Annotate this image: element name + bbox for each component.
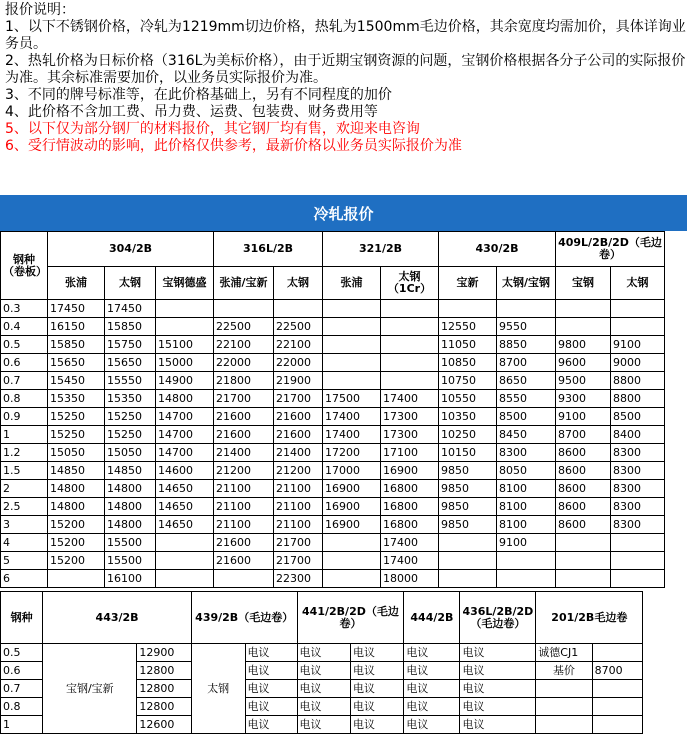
cj1-label: 诚德CJ1 [536, 644, 592, 662]
price-cell: 10150 [439, 444, 497, 462]
price-cell: 8600 [556, 444, 611, 462]
price-cell: 8450 [497, 426, 556, 444]
price-cell: 8650 [497, 372, 556, 390]
group-header-441: 441/2B/2D（毛边卷） [297, 592, 404, 644]
price-cell: 8600 [556, 498, 611, 516]
price-cell: 15650 [48, 354, 105, 372]
thickness-cell: 0.6 [1, 662, 43, 680]
price-cell: 8600 [556, 462, 611, 480]
price-cell: 22500 [214, 318, 274, 336]
price-cell: 15500 [105, 552, 156, 570]
price-cell: 电议 [245, 716, 297, 734]
price-cell: 电议 [404, 716, 460, 734]
price-cell: 9600 [556, 354, 611, 372]
note-line: 2、热轧价格为日标价格（316L为美标价格），由于近期宝钢资源的问题，宝钢价格根据各分子公司的实际报价为准。其余标准需要加价，以业务员实际报价为准。 [5, 53, 686, 86]
price-cell [323, 318, 381, 336]
thickness-cell: 0.9 [1, 408, 48, 426]
mill-subheader: 太钢（1Cr） [381, 267, 439, 300]
group-header-409l: 409L/2B/2D（毛边卷） [556, 232, 665, 267]
price-cell: 21600 [274, 426, 323, 444]
base-value: 8700 [592, 662, 643, 680]
price-cell: 14650 [156, 498, 214, 516]
table-row [1, 480, 665, 498]
price-cell: 15850 [48, 336, 105, 354]
table-row [1, 570, 665, 588]
price-cell: 9500 [556, 372, 611, 390]
price-cell: 21700 [274, 534, 323, 552]
price-cell: 22500 [274, 318, 323, 336]
price-cell: 8600 [556, 516, 611, 534]
price-cell: 8850 [497, 336, 556, 354]
price-cell: 14850 [48, 462, 105, 480]
price-cell [611, 534, 665, 552]
price-cell: 10250 [439, 426, 497, 444]
section-title-text: 冷轧报价 [313, 204, 374, 223]
thickness-cell: 0.5 [1, 644, 43, 662]
price-cell: 17100 [381, 444, 439, 462]
price-cell: 22100 [214, 336, 274, 354]
price-cell: 电议 [350, 698, 403, 716]
price-cell: 14700 [156, 408, 214, 426]
price-cell: 16900 [323, 480, 381, 498]
table-row [1, 444, 665, 462]
price-cell: 15200 [48, 552, 105, 570]
price-cell: 21600 [274, 408, 323, 426]
price-cell: 9850 [439, 516, 497, 534]
thickness-cell: 0.6 [1, 354, 48, 372]
group-header-316l: 316L/2B [214, 232, 323, 267]
price-cell [439, 552, 497, 570]
price-cell: 21100 [274, 516, 323, 534]
price-cell: 电议 [245, 698, 297, 716]
price-cell: 21900 [274, 372, 323, 390]
price-cell: 21700 [274, 390, 323, 408]
price-cell: 8300 [611, 498, 665, 516]
price-cell: 8300 [611, 462, 665, 480]
price-cell: 14700 [156, 444, 214, 462]
price-cell [497, 552, 556, 570]
mill-subheader: 张浦 [323, 267, 381, 300]
price-cell: 15100 [156, 336, 214, 354]
price-cell [439, 300, 497, 318]
thickness-cell: 3 [1, 516, 48, 534]
price-cell: 17000 [323, 462, 381, 480]
price-cell: 电议 [404, 680, 460, 698]
price-cell: 21600 [214, 408, 274, 426]
price-cell: 10550 [439, 390, 497, 408]
price-cell: 22100 [274, 336, 323, 354]
price-cell: 9550 [497, 318, 556, 336]
mill-subheader: 太钢 [105, 267, 156, 300]
price-cell: 17400 [323, 426, 381, 444]
price-cell [497, 570, 556, 588]
price-cell: 15250 [48, 408, 105, 426]
price-cell: 电议 [460, 698, 536, 716]
thickness-cell: 0.8 [1, 390, 48, 408]
table-row [1, 336, 665, 354]
price-cell: 9300 [556, 390, 611, 408]
table-row [1, 354, 665, 372]
price-cell: 电议 [404, 698, 460, 716]
price-cell: 9100 [497, 534, 556, 552]
price-cell: 15250 [105, 408, 156, 426]
price-cell: 21200 [214, 462, 274, 480]
price-cell [323, 534, 381, 552]
group-header-443: 443/2B [43, 592, 192, 644]
thickness-cell: 1.2 [1, 444, 48, 462]
price-cell: 14700 [156, 426, 214, 444]
price-cell [274, 300, 323, 318]
price-cell [556, 300, 611, 318]
price-cell: 15350 [105, 390, 156, 408]
price-cell: 18000 [381, 570, 439, 588]
price-cell: 15500 [105, 534, 156, 552]
price-cell: 电议 [404, 644, 460, 662]
mill-subheader: 宝钢 [556, 267, 611, 300]
price-cell: 9850 [439, 480, 497, 498]
group-header-430: 430/2B [439, 232, 556, 267]
mill-subheader: 宝钢德盛 [156, 267, 214, 300]
price-cell [381, 372, 439, 390]
section-title [0, 195, 687, 231]
group-header-201: 201/2B毛边卷 [536, 592, 643, 644]
price-cell: 14650 [156, 480, 214, 498]
price-cell: 16800 [381, 498, 439, 516]
price-cell: 12600 [137, 716, 192, 734]
price-cell: 8400 [611, 426, 665, 444]
price-cell: 21100 [214, 498, 274, 516]
price-cell: 16800 [381, 516, 439, 534]
price-cell: 15250 [105, 426, 156, 444]
price-cell: 21400 [274, 444, 323, 462]
thickness-cell: 0.8 [1, 698, 43, 716]
mill-subheader: 太钢 [274, 267, 323, 300]
price-cell: 21600 [214, 552, 274, 570]
price-cell: 8050 [497, 462, 556, 480]
price-cell: 电议 [460, 680, 536, 698]
price-cell: 电议 [404, 662, 460, 680]
price-cell: 9850 [439, 462, 497, 480]
price-cell: 9100 [556, 408, 611, 426]
price-cell: 15750 [105, 336, 156, 354]
price-cell: 21700 [274, 552, 323, 570]
price-cell: 15850 [105, 318, 156, 336]
price-cell: 电议 [245, 680, 297, 698]
price-cell: 9850 [439, 498, 497, 516]
grade-price-table [0, 591, 687, 734]
price-cell: 16100 [105, 570, 156, 588]
price-cell: 电议 [350, 716, 403, 734]
price-cell: 电议 [460, 644, 536, 662]
note-line: 5、以下仅为部分钢厂的材料报价，其它钢厂均有售，欢迎来电咨询 [5, 121, 420, 137]
thickness-cell: 6 [1, 570, 48, 588]
base-label: 基价 [536, 662, 592, 680]
price-cell: 8500 [611, 408, 665, 426]
price-cell: 9000 [611, 354, 665, 372]
price-cell: 电议 [460, 662, 536, 680]
table-row [1, 408, 665, 426]
price-cell [214, 300, 274, 318]
thickness-cell: 0.3 [1, 300, 48, 318]
table-row [1, 462, 665, 480]
price-cell: 8100 [497, 480, 556, 498]
price-cell: 电议 [245, 644, 297, 662]
price-cell: 8300 [611, 480, 665, 498]
price-cell: 14800 [48, 498, 105, 516]
price-cell: 21100 [274, 498, 323, 516]
price-cell [156, 300, 214, 318]
price-cell: 9800 [556, 336, 611, 354]
thickness-cell: 2.5 [1, 498, 48, 516]
price-cell: 17400 [381, 534, 439, 552]
price-cell: 17400 [381, 390, 439, 408]
price-cell: 17300 [381, 426, 439, 444]
price-cell: 17450 [105, 300, 156, 318]
price-cell: 21600 [214, 534, 274, 552]
price-cell [48, 570, 105, 588]
price-cell: 电议 [460, 716, 536, 734]
price-cell: 电议 [297, 716, 350, 734]
note-line: 1、以下不锈钢价格，冷轧为1219mm切边价格，热轧为1500mm毛边价格，其余宽度均需加价，具体详询业务员。 [5, 19, 686, 52]
price-cell: 16900 [381, 462, 439, 480]
price-cell [611, 300, 665, 318]
price-cell: 14800 [156, 390, 214, 408]
price-cell: 21400 [214, 444, 274, 462]
price-cell [556, 570, 611, 588]
price-cell: 21200 [274, 462, 323, 480]
table-row [1, 300, 665, 318]
price-cell: 8700 [497, 354, 556, 372]
price-cell: 10350 [439, 408, 497, 426]
price-cell: 9100 [611, 336, 665, 354]
price-cell [323, 552, 381, 570]
price-cell: 17400 [381, 552, 439, 570]
price-cell: 电议 [350, 644, 403, 662]
thickness-cell: 1.5 [1, 462, 48, 480]
table-row [1, 552, 665, 570]
price-cell: 12900 [137, 644, 192, 662]
price-cell: 电议 [297, 698, 350, 716]
thickness-cell: 0.7 [1, 680, 43, 698]
price-cell: 17500 [323, 390, 381, 408]
thickness-cell: 0.4 [1, 318, 48, 336]
price-cell [381, 354, 439, 372]
price-cell: 21100 [214, 480, 274, 498]
price-cell: 10750 [439, 372, 497, 390]
price-cell: 8100 [497, 498, 556, 516]
price-cell: 8800 [611, 372, 665, 390]
thickness-cell: 1 [1, 426, 48, 444]
price-cell: 16800 [381, 480, 439, 498]
thickness-cell: 5 [1, 552, 48, 570]
price-cell [381, 300, 439, 318]
table-row [1, 498, 665, 516]
price-cell [156, 534, 214, 552]
price-cell: 电议 [350, 662, 403, 680]
price-cell: 电议 [297, 662, 350, 680]
price-cell [156, 552, 214, 570]
price-cell [323, 300, 381, 318]
price-cell: 15250 [48, 426, 105, 444]
cold-rolled-price-table [0, 231, 665, 588]
price-cell: 16900 [323, 516, 381, 534]
grade-header: 钢种（卷板） [1, 232, 48, 300]
price-cell: 21100 [274, 480, 323, 498]
price-cell: 8100 [497, 516, 556, 534]
price-cell: 22300 [274, 570, 323, 588]
thickness-cell: 1 [1, 716, 43, 734]
group-header-444: 444/2B [404, 592, 460, 644]
price-cell: 14800 [105, 480, 156, 498]
price-cell: 21700 [214, 390, 274, 408]
price-cell [156, 318, 214, 336]
note-line: 4、此价格不含加工费、吊力费、运费、包装费、财务费用等 [5, 104, 378, 120]
price-cell: 16150 [48, 318, 105, 336]
thickness-cell: 4 [1, 534, 48, 552]
empty-cell [592, 680, 643, 698]
price-cell: 21800 [214, 372, 274, 390]
price-cell: 17200 [323, 444, 381, 462]
price-cell: 10850 [439, 354, 497, 372]
empty-cell [592, 644, 643, 662]
price-notes [0, 0, 687, 182]
empty-cell [536, 698, 592, 716]
price-cell: 8300 [611, 444, 665, 462]
price-cell [323, 372, 381, 390]
price-cell [381, 318, 439, 336]
price-cell: 15550 [105, 372, 156, 390]
price-cell: 22000 [214, 354, 274, 372]
price-cell [611, 570, 665, 588]
price-cell: 14600 [156, 462, 214, 480]
mill-subheader: 张浦/宝新 [214, 267, 274, 300]
price-cell: 21600 [214, 426, 274, 444]
mill-subheader: 太钢 [611, 267, 665, 300]
price-cell: 8700 [556, 426, 611, 444]
price-cell: 8550 [497, 390, 556, 408]
price-cell: 8500 [497, 408, 556, 426]
price-cell: 14800 [48, 480, 105, 498]
mill-subheader: 张浦 [48, 267, 105, 300]
price-cell: 8300 [611, 516, 665, 534]
mill-subheader: 太钢/宝钢 [497, 267, 556, 300]
price-cell [611, 318, 665, 336]
price-cell: 8800 [611, 390, 665, 408]
price-cell: 17300 [381, 408, 439, 426]
table-row [1, 372, 665, 390]
price-cell [556, 534, 611, 552]
price-cell [439, 534, 497, 552]
price-cell: 14850 [105, 462, 156, 480]
price-cell: 11050 [439, 336, 497, 354]
empty-cell [536, 680, 592, 698]
price-cell: 14800 [105, 516, 156, 534]
price-cell [323, 336, 381, 354]
price-cell [556, 552, 611, 570]
price-cell: 22000 [274, 354, 323, 372]
table-row [1, 426, 665, 444]
group-header-304: 304/2B [48, 232, 214, 267]
note-line: 3、不同的牌号标准等，在此价格基础上，另有不同程度的加价 [5, 87, 392, 103]
price-cell [323, 570, 381, 588]
mill-443: 宝钢/宝新 [43, 644, 137, 734]
empty-cell [592, 716, 643, 734]
price-cell: 15200 [48, 534, 105, 552]
mill-subheader: 宝新 [439, 267, 497, 300]
price-cell: 15050 [48, 444, 105, 462]
price-cell [156, 570, 214, 588]
group-header-321: 321/2B [323, 232, 439, 267]
price-cell: 12800 [137, 662, 192, 680]
price-cell: 14650 [156, 516, 214, 534]
price-cell: 电议 [350, 680, 403, 698]
price-cell [556, 318, 611, 336]
price-cell [323, 354, 381, 372]
table-row [1, 390, 665, 408]
price-cell: 14800 [105, 498, 156, 516]
thickness-cell: 0.5 [1, 336, 48, 354]
price-cell: 8300 [497, 444, 556, 462]
price-cell [214, 570, 274, 588]
price-cell: 12800 [137, 680, 192, 698]
price-cell: 21100 [214, 516, 274, 534]
thickness-cell: 0.7 [1, 372, 48, 390]
price-cell: 电议 [245, 662, 297, 680]
price-cell: 12550 [439, 318, 497, 336]
price-cell: 15000 [156, 354, 214, 372]
price-cell: 17400 [323, 408, 381, 426]
empty-cell [536, 716, 592, 734]
group-header-439: 439/2B（毛边卷） [191, 592, 297, 644]
table-row [1, 534, 665, 552]
group-header-436l: 436L/2B/2D（毛边卷） [460, 592, 536, 644]
note-line: 报价说明： [5, 2, 75, 18]
price-cell: 15350 [48, 390, 105, 408]
note-line: 6、受行情波动的影响，此价格仅供参考，最新价格以业务员实际报价为准 [5, 138, 462, 154]
price-cell: 8600 [556, 480, 611, 498]
price-cell [497, 300, 556, 318]
price-cell [381, 336, 439, 354]
price-cell: 电议 [297, 680, 350, 698]
price-cell: 电议 [297, 644, 350, 662]
table-row [1, 318, 665, 336]
price-cell: 15050 [105, 444, 156, 462]
price-cell: 15200 [48, 516, 105, 534]
empty-cell [592, 698, 643, 716]
table-row [1, 644, 687, 662]
grade-header-2: 钢种 [1, 592, 43, 644]
price-cell: 16900 [323, 498, 381, 516]
price-cell: 12800 [137, 698, 192, 716]
price-cell [439, 570, 497, 588]
mill-439: 太钢 [191, 644, 245, 734]
price-cell: 14900 [156, 372, 214, 390]
price-cell: 15450 [48, 372, 105, 390]
thickness-cell: 2 [1, 480, 48, 498]
price-cell [611, 552, 665, 570]
table-row [1, 516, 665, 534]
price-cell: 17450 [48, 300, 105, 318]
price-cell: 15650 [105, 354, 156, 372]
